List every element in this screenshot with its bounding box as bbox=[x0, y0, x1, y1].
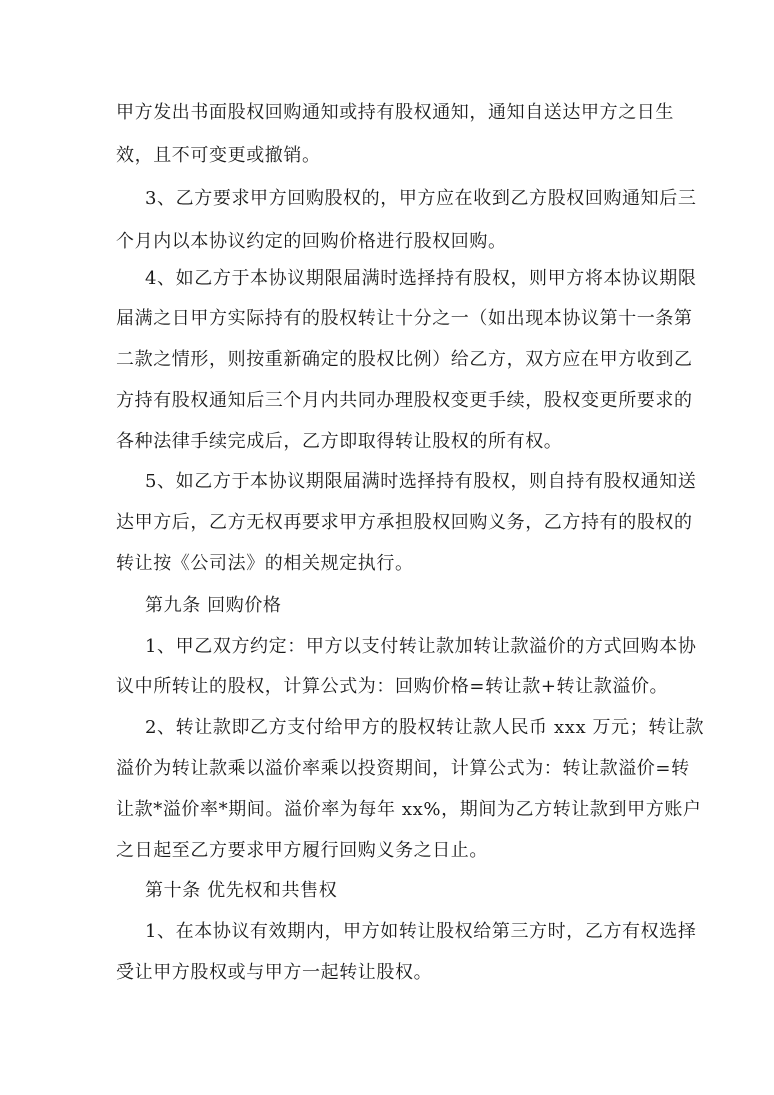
paragraph-line: 各种法律手续完成后，乙方即取得转让股权的所有权。 bbox=[116, 431, 563, 452]
paragraph-line: 受让甲方股权或与甲方一起转让股权。 bbox=[116, 962, 433, 983]
paragraph-line: 方持有股权通知后三个月内共同办理股权变更手续，股权变更所要求的 bbox=[116, 390, 693, 411]
paragraph-line: 甲方发出书面股权回购通知或持有股权通知，通知自送达甲方之日生 bbox=[116, 102, 674, 123]
paragraph-line: 1、甲乙双方约定：甲方以支付转让款加转让款溢价的方式回购本协 bbox=[145, 636, 697, 657]
paragraph-line: 5、如乙方于本协议期限届满时选择持有股权，则自持有股权通知送 bbox=[145, 471, 697, 492]
paragraph-line: 转让按《公司法》的相关规定执行。 bbox=[116, 553, 414, 574]
paragraph-line: 议中所转让的股权，计算公式为：回购价格=转让款+转让款溢价。 bbox=[116, 676, 669, 697]
paragraph-line: 达甲方后，乙方无权再要求甲方承担股权回购义务，乙方持有的股权的 bbox=[116, 512, 693, 533]
section-heading: 第十条 优先权和共售权 bbox=[145, 880, 338, 901]
section-heading: 第九条 回购价格 bbox=[145, 595, 282, 616]
paragraph-line: 二款之情形，则按重新确定的股权比例）给乙方，双方应在甲方收到乙 bbox=[116, 349, 693, 370]
paragraph-line: 4、如乙方于本协议期限届满时选择持有股权，则甲方将本协议期限 bbox=[145, 268, 697, 289]
paragraph-line: 让款*溢价率*期间。溢价率为每年 xx%，期间为乙方转让款到甲方账户 bbox=[116, 799, 702, 820]
paragraph-line: 2、转让款即乙方支付给甲方的股权转让款人民币 xxx 万元；转让款 bbox=[145, 717, 705, 738]
paragraph-line: 效，且不可变更或撤销。 bbox=[116, 145, 321, 166]
paragraph-line: 个月内以本协议约定的回购价格进行股权回购。 bbox=[116, 231, 507, 252]
paragraph-line: 届满之日甲方实际持有的股权转让十分之一（如出现本协议第十一条第 bbox=[116, 308, 693, 329]
paragraph-line: 3、乙方要求甲方回购股权的，甲方应在收到乙方股权回购通知后三 bbox=[145, 188, 697, 209]
paragraph-line: 溢价为转让款乘以溢价率乘以投资期间，计算公式为：转让款溢价=转 bbox=[116, 758, 690, 779]
paragraph-line: 之日起至乙方要求甲方履行回购义务之日止。 bbox=[116, 840, 488, 861]
paragraph-line: 1、在本协议有效期内，甲方如转让股权给第三方时，乙方有权选择 bbox=[145, 921, 697, 942]
